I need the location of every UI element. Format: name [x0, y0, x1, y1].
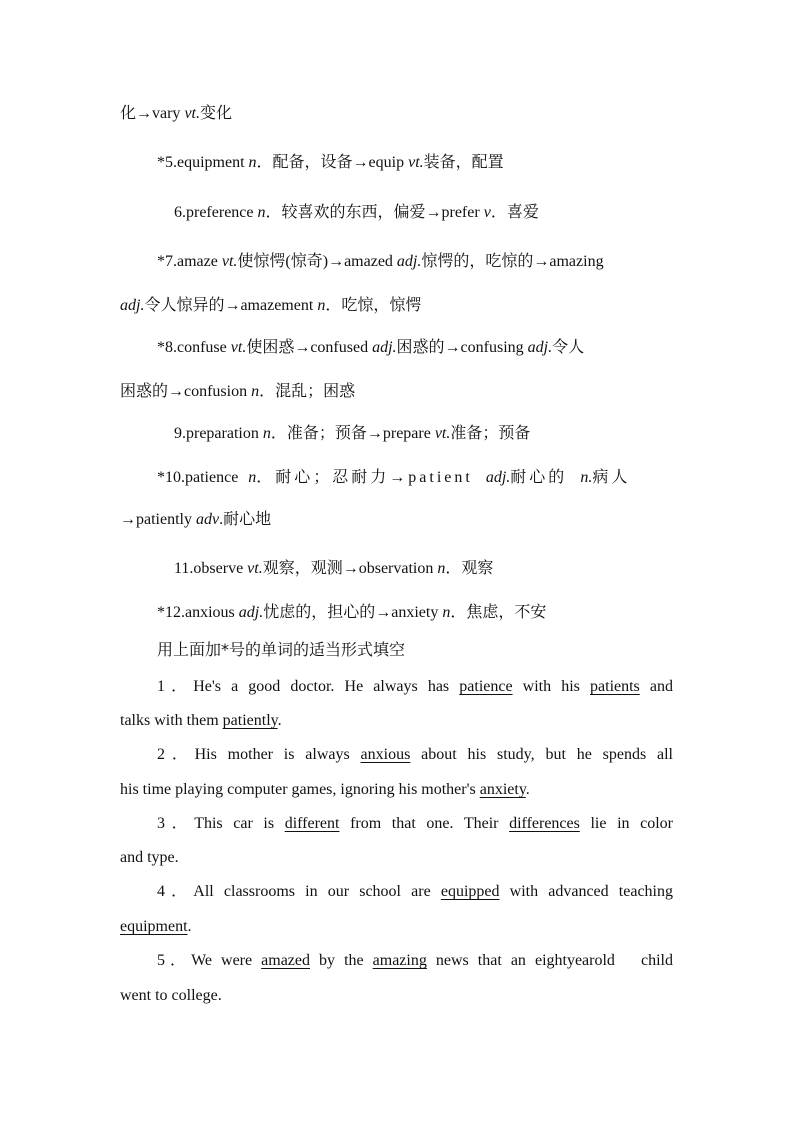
pos: vt.: [434, 425, 451, 442]
answer-blank: amazing: [372, 952, 427, 969]
pos: adj.: [396, 253, 422, 270]
vocab-line-10: [157, 468, 630, 488]
text: news that an eightyearold child: [426, 952, 673, 969]
text: with advanced teaching: [499, 883, 673, 900]
exercise-q1-line1: [120, 677, 673, 697]
text: *8.confuse: [157, 339, 231, 356]
exercise-q5-line1: [120, 951, 673, 971]
exercise-heading: 用上面加*号的单词的适当形式填空: [157, 640, 406, 659]
text: ．吃惊，惊愕: [325, 297, 422, 314]
vocab-line-11: [174, 559, 493, 579]
answer-blank: different: [284, 815, 340, 832]
vocab-line-5: [157, 153, 504, 173]
exercise-q4-line1: [120, 882, 673, 902]
vocab-line-7-cont: [120, 296, 421, 316]
text: 6.preference: [174, 204, 258, 221]
pos: adj.: [372, 339, 397, 356]
text: 忧虑的，担心的→anxiety: [263, 604, 443, 621]
text: *5.equipment: [157, 154, 249, 171]
pos: vt.: [230, 339, 247, 356]
vocab-line-10-cont: [120, 510, 271, 530]
text: 装备，配置: [423, 154, 504, 171]
answer-blank: differences: [509, 815, 580, 832]
pos: adv: [195, 511, 220, 528]
answer-blank: equipment: [120, 918, 188, 935]
text: talks with them: [120, 712, 223, 729]
text: 使惊愕(惊奇)→amazed: [237, 253, 397, 270]
pos: adj.: [485, 469, 511, 486]
pos: adj.: [238, 604, 264, 621]
answer-blank: amazed: [261, 952, 310, 969]
pos: vt.: [184, 105, 200, 122]
pos: n: [257, 204, 266, 221]
answer-blank: patients: [590, 678, 640, 695]
text: *10.patience: [157, 469, 249, 486]
exercise-q1-line2: [120, 711, 282, 731]
text: 耐心的: [510, 469, 581, 486]
vocab-line-6: [174, 203, 539, 223]
pos: n: [442, 604, 451, 621]
pos: v: [483, 204, 491, 221]
answer-blank: patiently: [222, 712, 278, 729]
pos: n: [248, 154, 257, 171]
text: .: [187, 918, 192, 935]
exercise-q4-line2: [120, 917, 192, 937]
text: .耐心地: [219, 511, 272, 528]
answer-blank: anxious: [360, 746, 411, 763]
pos: n: [437, 560, 446, 577]
text: ．喜爱: [490, 204, 539, 221]
text: 观察，观测→observation: [262, 560, 438, 577]
text: 困惑的→confusing: [396, 339, 528, 356]
pos: n.: [580, 469, 593, 486]
pos: n: [251, 383, 260, 400]
pos: n: [248, 469, 257, 486]
text: lie in color: [579, 815, 673, 832]
pos: vt.: [221, 253, 238, 270]
text: 3．This car is: [157, 815, 285, 832]
exercise-q3-line1: [120, 814, 673, 834]
text: 困惑的→confusion: [120, 383, 252, 400]
answer-blank: patience: [459, 678, 513, 695]
text: with his: [512, 678, 591, 695]
text: 使困惑→confused: [246, 339, 373, 356]
text: 1．He's a good doctor. He always has: [157, 678, 460, 695]
pos: n: [317, 297, 326, 314]
text: ．较喜欢的东西，偏爱→prefer: [265, 204, 484, 221]
text: 4．All classrooms in our school are: [157, 883, 441, 900]
vocab-line-8-cont: [120, 382, 355, 402]
pos: n: [262, 425, 271, 442]
pos: adj.: [120, 297, 145, 314]
text: ．配备，设备→equip: [256, 154, 409, 171]
pos: vt.: [247, 560, 263, 577]
text: 病人: [592, 469, 631, 486]
text: by the: [310, 952, 373, 969]
text: ．焦虑，不安: [450, 604, 547, 621]
text: ．准备；预备→prepare: [270, 425, 435, 442]
text: .: [525, 781, 530, 798]
text: 5．We were: [157, 952, 262, 969]
text: 令人: [552, 339, 585, 356]
text: 变化: [199, 105, 232, 122]
answer-blank: equipped: [440, 883, 500, 900]
pos: vt.: [408, 154, 424, 171]
text: ．耐心；忍耐力→patient: [256, 469, 486, 486]
text: ．观察: [445, 560, 494, 577]
text: →patiently: [120, 511, 196, 528]
vocab-line-7: [157, 252, 604, 272]
text: 9.preparation: [174, 425, 263, 442]
text: 化→vary: [120, 105, 185, 122]
exercise-q2-line1: [120, 745, 673, 765]
text: from that one. Their: [339, 815, 510, 832]
vocab-line-12: [157, 603, 546, 623]
text: .: [277, 712, 282, 729]
vocab-line-8: [157, 338, 584, 358]
exercise-q3-line2: and type.: [120, 849, 179, 866]
exercise-q5-line2: went to college.: [120, 987, 222, 1004]
text: and: [639, 678, 673, 695]
text: *7.amaze: [157, 253, 222, 270]
answer-blank: anxiety: [479, 781, 526, 798]
text: 准备；预备: [450, 425, 531, 442]
text: 令人惊异的→amazement: [144, 297, 318, 314]
pos: adj.: [527, 339, 553, 356]
exercise-q2-line2: [120, 780, 530, 800]
text: ．混乱；困惑: [259, 383, 356, 400]
text: *12.anxious: [157, 604, 239, 621]
text: about his study, but he spends all: [410, 746, 673, 763]
text: 惊愕的，吃惊的→amazing: [421, 253, 604, 270]
text: his time playing computer games, ignoring his mother's: [120, 781, 480, 798]
vocab-line-9: [174, 424, 530, 444]
text: 11.observe: [174, 560, 248, 577]
vocab-line-vary: [120, 104, 232, 124]
text: 2．His mother is always: [157, 746, 361, 763]
